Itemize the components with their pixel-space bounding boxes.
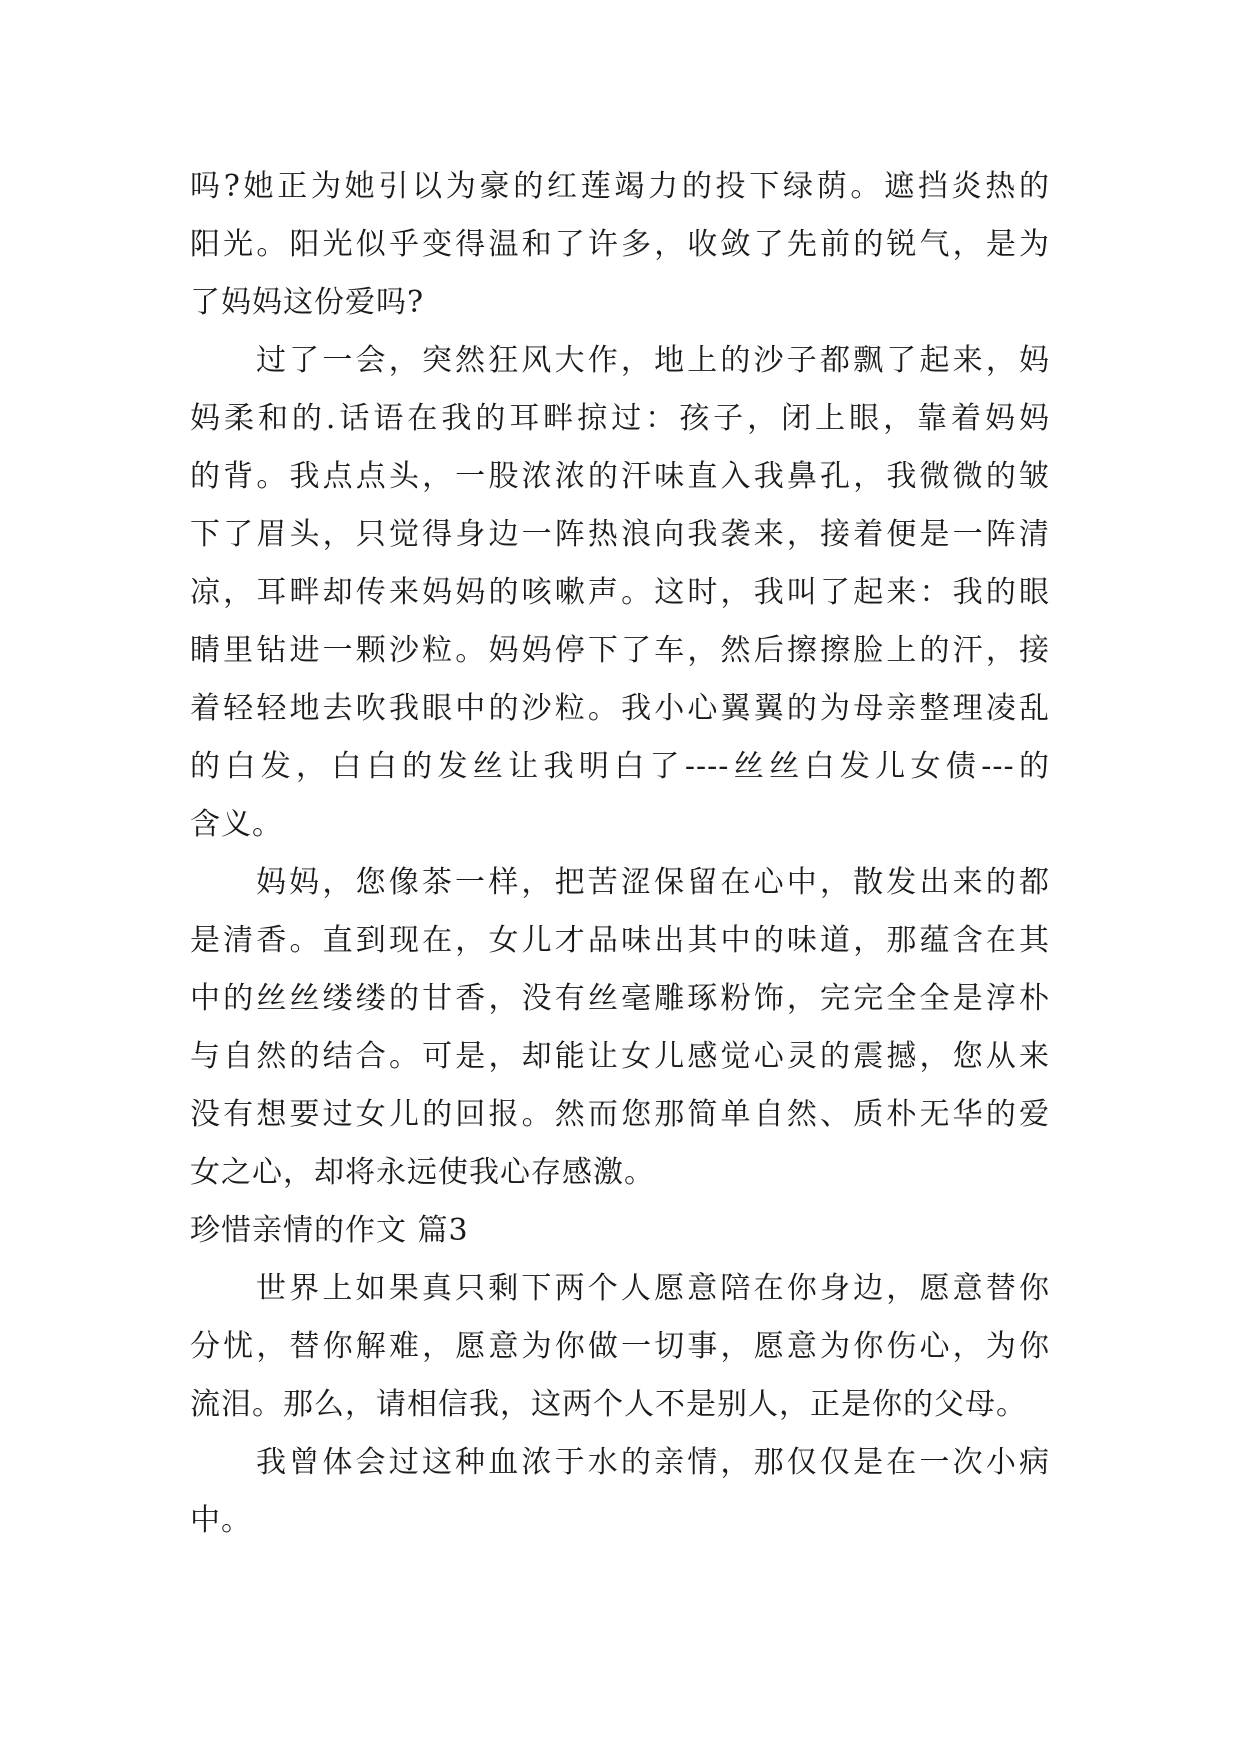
text-line: 吗?她正为她引以为豪的红莲竭力的投下绿荫。遮挡炎热的 [190, 169, 1050, 204]
text-line: 妈柔和的.话语在我的耳畔掠过：孩子，闭上眼，靠着妈妈 [190, 401, 1050, 436]
text-line: 阳光。阳光似乎变得温和了许多，收敛了先前的锐气，是为 [190, 227, 1050, 262]
paragraph-3 [190, 854, 1050, 1202]
text-line: 含义。 [190, 807, 283, 842]
text-line: 的白发，白白的发丝让我明白了----丝丝白发儿女债---的 [190, 749, 1050, 784]
text-line: 没有想要过女儿的回报。然而您那简单自然、质朴无华的爱 [190, 1097, 1050, 1132]
text-line: 凉，耳畔却传来妈妈的咳嗽声。这时，我叫了起来：我的眼 [190, 575, 1050, 610]
paragraph-1 [190, 158, 1050, 332]
text-line: 下了眉头，只觉得身边一阵热浪向我袭来，接着便是一阵清 [190, 517, 1050, 552]
text-line: 的背。我点点头，一股浓浓的汗味直入我鼻孔，我微微的皱 [190, 459, 1050, 494]
text-line: 了妈妈这份爱吗? [190, 285, 425, 320]
paragraph-5 [190, 1434, 1050, 1550]
text-line: 是清香。直到现在，女儿才品味出其中的味道，那蕴含在其 [190, 923, 1050, 958]
text-line: 中的丝丝缕缕的甘香，没有丝毫雕琢粉饰，完完全全是淳朴 [190, 981, 1050, 1016]
text-line: 妈妈，您像茶一样，把苦涩保留在心中，散发出来的都 [256, 865, 1050, 900]
text-line: 我曾体会过这种血浓于水的亲情，那仅仅是在一次小病 [256, 1445, 1050, 1480]
text-line: 过了一会，突然狂风大作，地上的沙子都飘了起来，妈 [256, 343, 1050, 378]
text-line: 与自然的结合。可是，却能让女儿感觉心灵的震撼，您从来 [190, 1039, 1050, 1074]
text-line: 着轻轻地去吹我眼中的沙粒。我小心翼翼的为母亲整理凌乱 [190, 691, 1050, 726]
document-page [190, 158, 1050, 1550]
section-title: 珍惜亲情的作文 篇3 [190, 1213, 469, 1248]
text-line: 流泪。那么，请相信我，这两个人不是别人，正是你的父母。 [190, 1387, 1027, 1422]
paragraph-4 [190, 1260, 1050, 1434]
text-line: 女之心，却将永远使我心存感激。 [190, 1155, 655, 1190]
text-line: 中。 [190, 1503, 252, 1538]
text-line: 世界上如果真只剩下两个人愿意陪在你身边，愿意替你 [256, 1271, 1050, 1306]
paragraph-2 [190, 332, 1050, 854]
text-line: 分忧，替你解难，愿意为你做一切事，愿意为你伤心，为你 [190, 1329, 1050, 1364]
text-line: 睛里钻进一颗沙粒。妈妈停下了车，然后擦擦脸上的汗，接 [190, 633, 1050, 668]
